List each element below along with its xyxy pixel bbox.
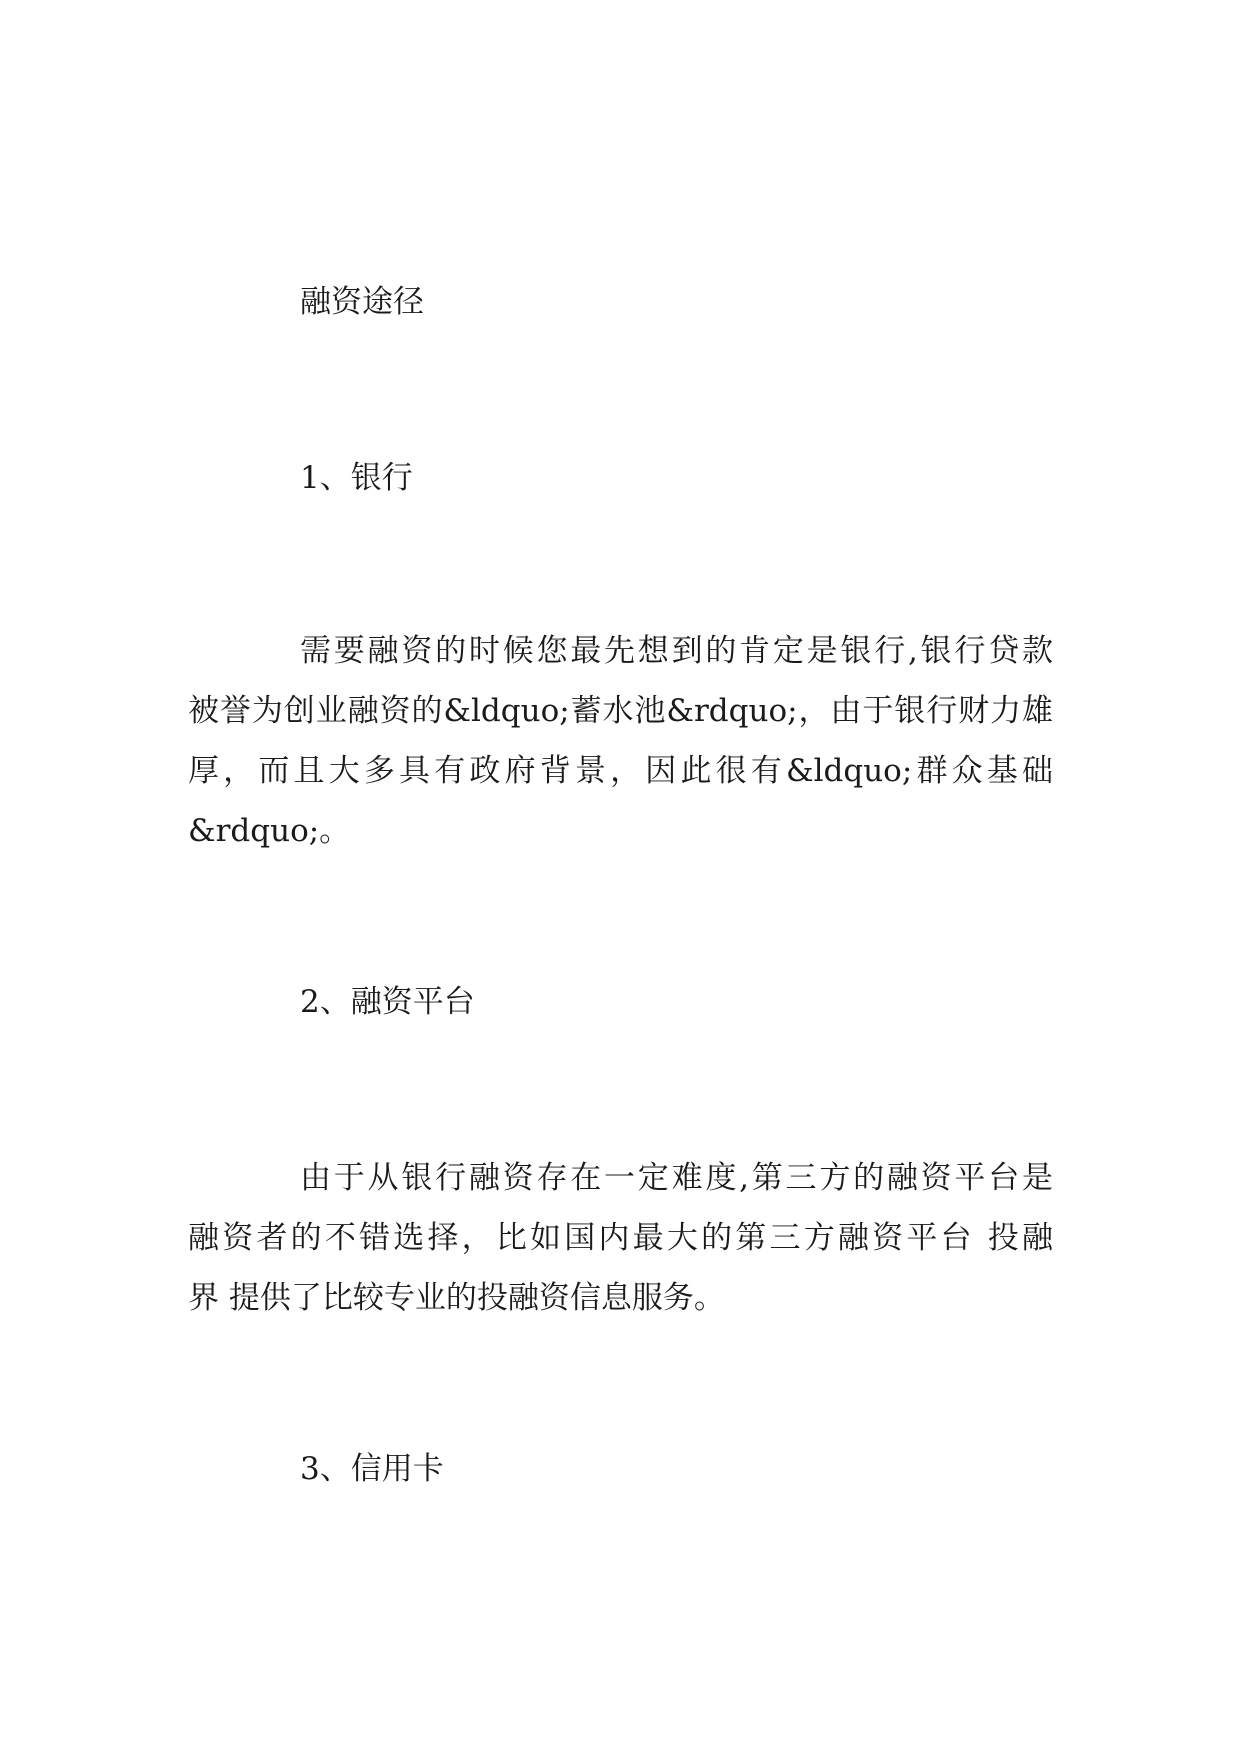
paragraph-line: &rdquo;。 (188, 813, 351, 849)
section-paragraph-bank (188, 621, 1053, 861)
section-paragraph-financing-platform (188, 1148, 1053, 1328)
paragraph-line: 融资者的不错选择，比如国内最大的第三方融资平台 投融 (188, 1220, 1053, 1256)
paragraph-line: 界 提供了比较专业的投融资信息服务。 (188, 1280, 725, 1316)
document-title: 融资途径 (300, 284, 424, 320)
paragraph-line: 厚，而且大多具有政府背景，因此很有&ldquo;群众基础 (188, 753, 1053, 789)
section-heading-financing-platform: 2、融资平台 (300, 984, 475, 1020)
paragraph-line: 需要融资的时候您最先想到的肯定是银行,银行贷款 (300, 633, 1053, 669)
paragraph-line: 被誉为创业融资的&ldquo;蓄水池&rdquo;，由于银行财力雄 (188, 693, 1053, 729)
section-heading-bank: 1、银行 (300, 460, 413, 496)
paragraph-line: 由于从银行融资存在一定难度,第三方的融资平台是 (300, 1160, 1053, 1196)
section-heading-credit-card: 3、信用卡 (300, 1451, 444, 1487)
